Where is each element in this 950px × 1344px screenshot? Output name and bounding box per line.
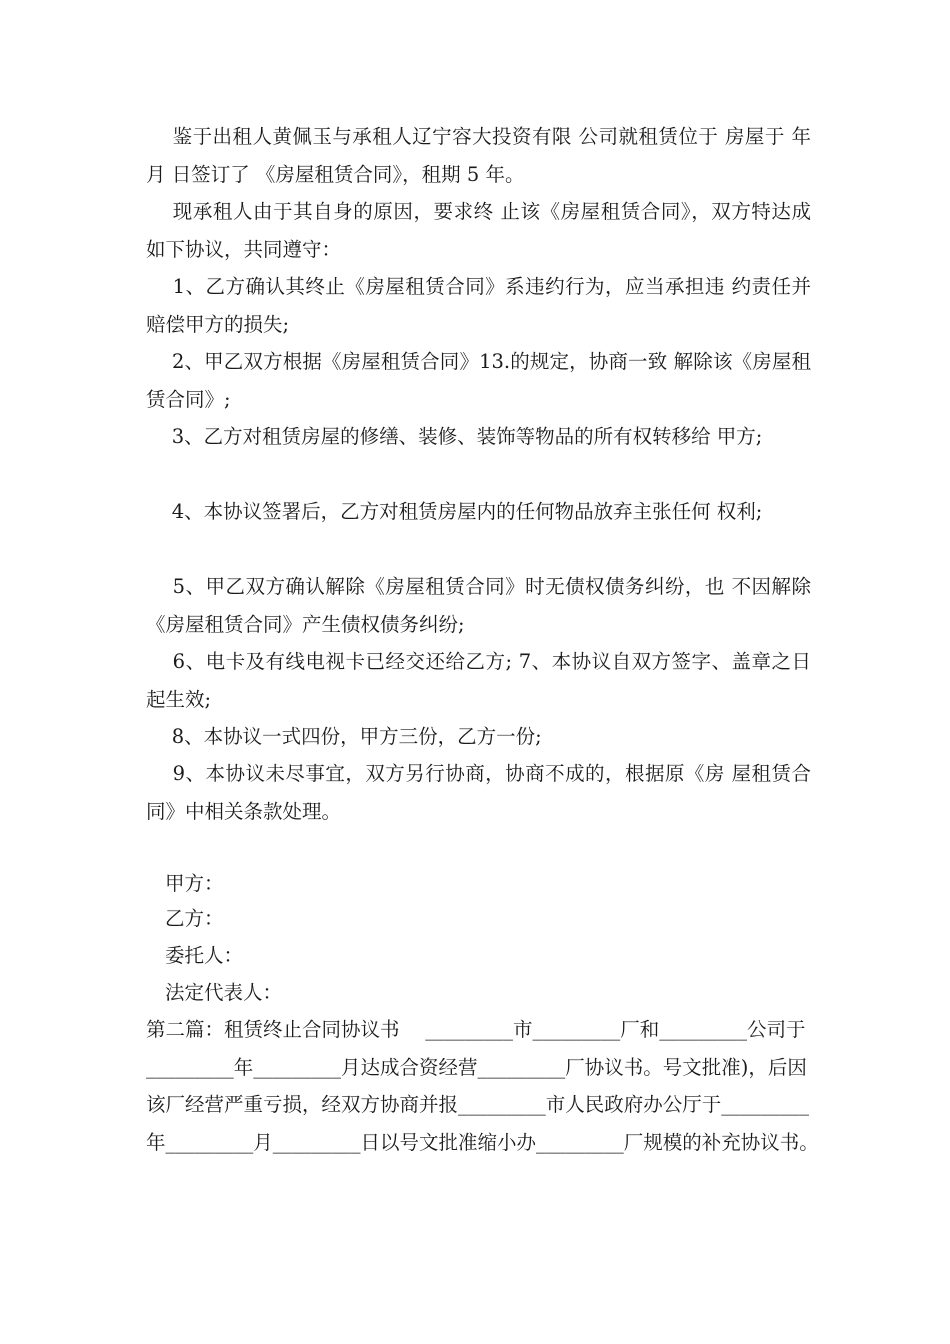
section-2-paragraph: 第二篇：租赁终止合同协议书 _________市_________厂和_________公司于_________年_________月达成合资经营_________厂协议书。号文批准)，后因该厂经营严重亏损，经双方协商并报_________市人民政府办公厅于_________年_________月_________日以号文批准缩小办_________厂规模的补充协议书。 (146, 1018, 819, 1154)
party-a-label: 甲方： (165, 872, 224, 895)
clause-3: 3、乙方对租赁房屋的修缮、装修、装饰等物品的所有权转移给 甲方; (146, 425, 763, 448)
intro-paragraph: 鉴于出租人黄佩玉与承租人辽宁容大投资有限 公司就租赁位于 房屋于 年 月 日签订了 《房屋租赁合同》，租期 5 年。 (146, 125, 811, 186)
clause-8: 8、本协议一式四份，甲方三份，乙方一份; (146, 725, 542, 748)
legal-rep-label: 法定代表人： (165, 981, 283, 1004)
clause-2: 2、甲乙双方根据《房屋租赁合同》13.的规定，协商一致 解除该《房屋租赁合同》; (146, 350, 811, 411)
clause-4: 4、本协议签署后，乙方对租赁房屋内的任何物品放弃主张任何 权利; (146, 500, 763, 523)
agent-label: 委托人： (165, 944, 244, 967)
request-paragraph: 现承租人由于其自身的原因，要求终 止该《房屋租赁合同》，双方特达成如下协议，共同遵守： (146, 200, 811, 261)
clause-9: 9、本协议未尽事宜，双方另行协商，协商不成的，根据原《房 屋租赁合同》中相关条款处理。 (146, 762, 811, 823)
clause-1: 1、乙方确认其终止《房屋租赁合同》系违约行为，应当承担违 约责任并赔偿甲方的损失; (146, 275, 811, 336)
clause-5: 5、甲乙双方确认解除《房屋租赁合同》时无债权债务纠纷，也 不因解除《房屋租赁合同》产生债权债务纠纷; (146, 575, 811, 636)
party-b-label: 乙方： (165, 907, 224, 930)
clause-6-7: 6、电卡及有线电视卡已经交还给乙方; 7、本协议自双方签字、盖章之日起生效; (146, 650, 811, 711)
